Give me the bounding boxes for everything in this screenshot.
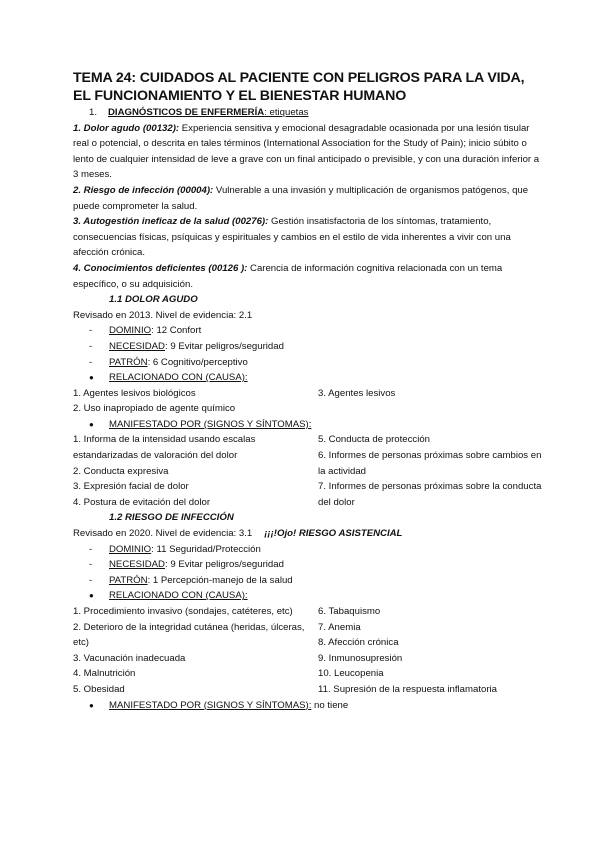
field-value: : 12 Confort <box>151 325 202 337</box>
patron-line <box>73 355 543 371</box>
list-item: 6. Informes de personas próximas sobre cambios en la actividad <box>318 450 542 477</box>
causas-grid <box>73 604 543 698</box>
signos-right-column <box>318 432 543 510</box>
field-value: : 6 Cognitivo/perceptivo <box>147 356 248 368</box>
list-item: 4. Malnutrición <box>73 668 136 680</box>
list-heading: MANIFESTADO POR (SIGNOS Y SÍNTOMAS): <box>109 418 312 430</box>
document-page <box>73 70 543 713</box>
dash-icon: - <box>89 543 93 555</box>
diagnosis-text: Vulnerable a una invasión y multiplicación de organismos patógenos, que puede comprometer la salud. <box>73 184 529 212</box>
section-heading <box>73 105 543 121</box>
section-heading-text: DIAGNÓSTICOS DE ENFERMERÍA <box>108 107 265 118</box>
list-heading: MANIFESTADO POR (SIGNOS Y SÍNTOMAS): <box>109 699 312 711</box>
field-key: DOMINIO <box>109 325 152 337</box>
diagnosis-label: 3. Autogestión ineficaz de la salud (00276): <box>73 216 269 228</box>
list-item: 5. Obesidad <box>73 683 125 695</box>
necesidad-line <box>73 557 543 573</box>
list-item: 2. Uso inapropiado de agente químico <box>73 403 236 415</box>
alert-text: ¡¡¡!Ojo! RIESGO ASISTENCIAL <box>264 528 403 540</box>
diagnosis-label: 1. Dolor agudo (00132): <box>73 122 180 134</box>
revision-line: Revisado en 2013. Nivel de evidencia: 2.1 <box>73 309 253 321</box>
dominio-line <box>73 323 543 339</box>
manifestado-heading <box>73 417 543 433</box>
field-value: : 9 Evitar peligros/seguridad <box>164 340 284 352</box>
dominio-line <box>73 542 543 558</box>
revision-text: Revisado en 2020. Nivel de evidencia: 3.1 <box>73 528 253 540</box>
field-value: : 1 Percepción-manejo de la salud <box>147 574 293 586</box>
diagnosis-item <box>73 183 543 214</box>
dash-icon: - <box>89 574 93 586</box>
list-item: 3. Agentes lesivos <box>318 387 396 399</box>
list-item: 7. Informes de personas próximas sobre la conducta del dolor <box>318 481 542 508</box>
revision-line <box>73 526 543 542</box>
section-number: 1. <box>89 107 98 118</box>
necesidad-line <box>73 339 543 355</box>
diagnosis-text: Experiencia sensitiva y emocional desagradable ocasionada por una lesión tisular real o potencial, o descrita en tales términos (International Association for the Study of Pain); inicio súbito o lento de cualquier intensidad de leve a grave con un final anticipado o previsible, y con una duración inferior a 3 meses. <box>73 122 540 181</box>
list-heading: RELACIONADO CON (CAUSA): <box>109 590 248 602</box>
relacionado-heading <box>73 370 543 386</box>
page-title: TEMA 24: CUIDADOS AL PACIENTE CON PELIGROS PARA LA VIDA, EL FUNCIONAMIENTO Y EL BIENESTAR HUMANO <box>73 70 525 104</box>
field-key: NECESIDAD <box>109 340 165 352</box>
field-value: : 9 Evitar peligros/seguridad <box>164 559 284 571</box>
subsection-heading-infeccion: 1.2 RIESGO DE INFECCIÓN <box>109 512 234 524</box>
list-item: 1. Agentes lesivos biológicos <box>73 387 196 399</box>
bullet-icon: ● <box>89 591 94 601</box>
list-item: 1. Procedimiento invasivo (sondajes, catéteres, etc) <box>73 606 293 617</box>
diagnosis-text: Carencia de información cognitiva relacionada con un tema específico, o su adquisición. <box>73 262 503 290</box>
bullet-icon: ● <box>89 373 94 383</box>
list-item: 2. Deterioro de la integridad cutánea (heridas, úlceras, etc) <box>73 621 305 649</box>
list-item: 8. Afección crónica <box>318 637 399 649</box>
causas-left-column <box>73 386 318 417</box>
diagnosis-label: 2. Riesgo de infección (00004): <box>73 184 214 196</box>
field-key: DOMINIO <box>109 543 152 555</box>
causas-right-column <box>318 604 543 698</box>
list-item: 7. Anemia <box>318 621 361 633</box>
section-heading-suffix: : etiquetas <box>264 107 309 118</box>
list-heading-value: no tiene <box>311 699 349 711</box>
causas-grid <box>73 386 543 417</box>
list-item: 2. Conducta expresiva <box>73 465 169 477</box>
list-item: 3. Vacunación inadecuada <box>73 652 186 664</box>
list-item: 9. Inmunosupresión <box>318 652 403 664</box>
list-item: 4. Postura de evitación del dolor <box>73 496 211 508</box>
list-heading: RELACIONADO CON (CAUSA): <box>109 372 248 384</box>
list-item: 5. Conducta de protección <box>318 434 431 446</box>
dash-icon: - <box>89 340 93 352</box>
list-item: 3. Expresión facial de dolor <box>73 481 189 493</box>
manifestado-heading <box>73 698 543 714</box>
list-item: 1. Informa de la intensidad usando escalas estandarizadas de valoración del dolor <box>73 434 256 462</box>
dash-icon: - <box>89 559 93 571</box>
signos-left-column <box>73 432 318 510</box>
diagnosis-item <box>73 121 543 183</box>
list-item: 11. Supresión de la respuesta inflamatoria <box>318 683 498 695</box>
relacionado-heading <box>73 588 543 604</box>
signos-grid <box>73 432 543 510</box>
diagnosis-item <box>73 261 543 292</box>
diagnosis-item <box>73 214 543 261</box>
dash-icon: - <box>89 356 93 368</box>
list-item: 10. Leucopenia <box>318 668 384 680</box>
subsection-heading-dolor: 1.1 DOLOR AGUDO <box>109 294 198 306</box>
bullet-icon: ● <box>89 419 94 429</box>
diagnosis-text: Gestión insatisfactoria de los síntomas, tratamiento, consecuencias físicas, psíquicas y espirituales y cambios en el estilo de vida inherentes a vivir con una afección crónica. <box>73 216 511 259</box>
dash-icon: - <box>89 325 93 337</box>
causas-right-column <box>318 386 543 417</box>
field-key: NECESIDAD <box>109 559 165 571</box>
bullet-icon: ● <box>89 700 94 710</box>
patron-line <box>73 573 543 589</box>
causas-left-column <box>73 604 318 698</box>
field-value: : 11 Seguridad/Protección <box>151 543 261 555</box>
list-item: 6. Tabaquismo <box>318 606 381 617</box>
field-key: PATRÓN <box>109 574 148 586</box>
diagnosis-label: 4. Conocimientos deficientes (00126 ): <box>73 262 248 274</box>
field-key: PATRÓN <box>109 356 148 368</box>
